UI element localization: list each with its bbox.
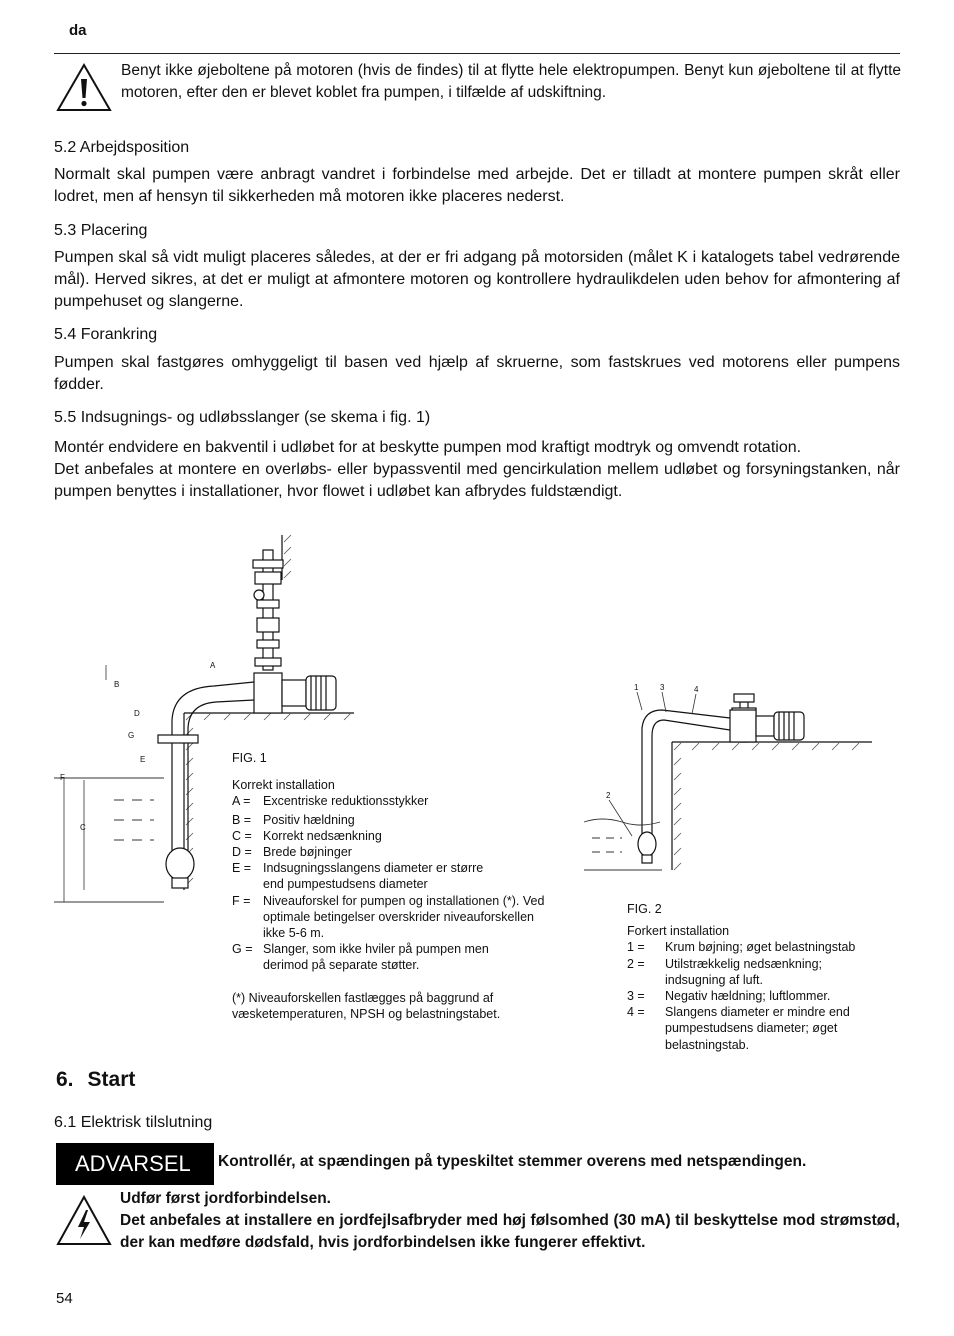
- grounding-line-1: Udfør først jordforbindelsen.: [120, 1190, 331, 1207]
- fig2-label-1: 1: [634, 683, 639, 692]
- header-rule: [54, 53, 900, 54]
- fig1-subtitle: Korrekt installation: [232, 778, 335, 793]
- language-code: da: [69, 22, 87, 39]
- advarsel-label: ADVARSEL: [75, 1151, 191, 1176]
- legend-text: Positiv hældning: [263, 812, 355, 827]
- legend-key: F =: [232, 893, 251, 908]
- advarsel-label-box: [56, 1143, 214, 1185]
- legend-text: Brede bøjninger: [263, 845, 352, 860]
- fig2-caption: [627, 901, 917, 1053]
- section-5-4-heading: 5.4 Forankring: [54, 326, 158, 343]
- section-6-number: 6.: [56, 1068, 74, 1091]
- section-5-2-heading: 5.2 Arbejdsposition: [54, 139, 190, 156]
- legend-key: A =: [232, 794, 251, 809]
- fig1-label-d: D: [134, 709, 140, 718]
- grounding-line-2: Det anbefales at installere en jordfejlsafbryder med høj følsomhed (30 mA) til beskyttelse mod strømstød, der kan medføre dødsfald, hvis jordforbindelsen ikke fungerer effektivt.: [120, 1212, 900, 1251]
- fig1-legend-f: [232, 893, 552, 942]
- legend-text: Slangens diameter er mindre end pumpestudsens diameter; øget belastningstab.: [665, 1005, 850, 1052]
- fig1-label-a: A: [210, 661, 216, 670]
- exclamation-triangle-icon: [56, 63, 112, 113]
- fig2-legend-2: [627, 956, 917, 988]
- fig1-legend-g: [232, 941, 552, 973]
- section-6-title: Start: [87, 1068, 136, 1091]
- fig2-legend-4: [627, 1004, 917, 1053]
- fig2-title: FIG. 2: [627, 902, 662, 916]
- legend-text: Indsugningsslangens diameter er større end pumpestudsens diameter: [263, 861, 484, 892]
- legend-key: D =: [232, 845, 252, 860]
- fig1-legend-e: [232, 860, 552, 892]
- fig2-legend-3: [627, 988, 917, 1004]
- fig1-footnote: (*) Niveauforskellen fastlægges på baggrund af væsketemperaturen, NPSH og belastningstabet.: [232, 990, 501, 1021]
- fig1-legend-d: [232, 844, 552, 860]
- advarsel-text: Kontrollér, at spændingen på typeskiltet stemmer overens med netspændingen.: [218, 1153, 807, 1170]
- legend-text: Utilstrækkelig nedsænkning; indsugning af luft.: [665, 956, 823, 987]
- legend-key: G =: [232, 942, 253, 957]
- legend-text: Slanger, som ikke hviler på pumpen men derimod på separate støtter.: [263, 942, 489, 973]
- fig2-label-3: 3: [660, 683, 665, 692]
- fig1-label-c: C: [80, 823, 86, 832]
- section-5-4-paragraph: Pumpen skal fastgøres omhyggeligt til basen ved hjælp af skruerne, som fastskrues ved motorens eller pumpens fødder.: [54, 354, 900, 393]
- fig1-caption: [232, 750, 552, 1022]
- fig2-label-2: 2: [606, 791, 611, 800]
- fig2-label-4: 4: [694, 685, 699, 694]
- electric-hazard-triangle-icon: [56, 1195, 112, 1247]
- section-5-5-paragraph-2: Det anbefales at montere en overløbs- eller bypassventil med gencirkulation mellem udløbet og forsyningstanken, når pumpen benyttes i installationer, hvor flowet i udløbet kan afbrydes fuldstændigt.: [54, 461, 900, 500]
- section-5-3-paragraph: Pumpen skal så vidt muligt placeres således, at der er fri adgang på motorsiden (målet K i katalogets tabel vedrørende mål). Herved sikres, at det er muligt at afmontere motoren og kontrollere hydraulikdelen uden behov for afmontering af pumpehuset og slangerne.: [54, 249, 900, 310]
- section-5-3-body: [54, 247, 900, 313]
- fig1-label-g: G: [128, 731, 135, 740]
- fig1-legend-a: [232, 793, 552, 809]
- legend-key: 1 =: [627, 940, 645, 955]
- fig2-incorrect-installation-drawing: [582, 680, 882, 880]
- grounding-instructions: [120, 1188, 900, 1254]
- section-6-1-heading: 6.1 Elektrisk tilslutning: [54, 1114, 213, 1131]
- legend-text: Negativ hældning; luftlommer.: [665, 989, 831, 1004]
- section-5-5-heading: 5.5 Indsugnings- og udløbsslanger (se skema i fig. 1): [54, 409, 431, 426]
- fig1-label-f: F: [60, 773, 65, 782]
- legend-text: Niveauforskel for pumpen og installationen (*). Ved optimale betingelser overskrider niveauforskellen ikke 5-6 m.: [263, 893, 545, 941]
- legend-key: B =: [232, 812, 252, 827]
- section-5-2-body: [54, 164, 900, 208]
- section-6-heading: [56, 1068, 135, 1092]
- fig2-subtitle: Forkert installation: [627, 924, 730, 939]
- legend-text: Excentriske reduktionsstykker: [263, 794, 429, 809]
- legend-text: Korrekt nedsænkning: [263, 828, 382, 843]
- fig1-label-b: B: [114, 680, 120, 689]
- section-5-2-paragraph: Normalt skal pumpen være anbragt vandret i forbindelse med arbejde. Det er tilladt at montere pumpen skråt eller lodret, men af hensyn til sikkerheden må motoren ikke placeres nederst.: [54, 166, 900, 205]
- legend-key: 2 =: [627, 956, 645, 971]
- section-5-3-heading: 5.3 Placering: [54, 222, 148, 239]
- section-5-4-body: [54, 352, 900, 396]
- legend-key: 3 =: [627, 989, 645, 1004]
- fig2-legend-1: [627, 939, 917, 955]
- fig1-legend-b: [232, 812, 552, 828]
- fig1-title: FIG. 1: [232, 751, 267, 765]
- legend-key: E =: [232, 861, 252, 876]
- fig1-legend-c: [232, 828, 552, 844]
- legend-text: Krum bøjning; øget belastningstab: [665, 940, 856, 955]
- section-5-5-body: [54, 437, 900, 503]
- legend-key: 4 =: [627, 1005, 645, 1020]
- page-number: 54: [56, 1290, 73, 1307]
- legend-key: C =: [232, 828, 252, 843]
- fig1-label-e: E: [140, 755, 146, 764]
- section-5-5-paragraph-1: Montér endvidere en bakventil i udløbet for at beskytte pumpen mod kraftigt modtryk og omvendt rotation.: [54, 439, 802, 456]
- eyebolt-warning-text: Benyt ikke øjeboltene på motoren (hvis de findes) til at flytte hele elektropumpen. Benyt kun øjeboltene til at flytte motoren, efter den er blevet koblet fra pumpen, i tilfælde af udskiftning.: [121, 62, 901, 101]
